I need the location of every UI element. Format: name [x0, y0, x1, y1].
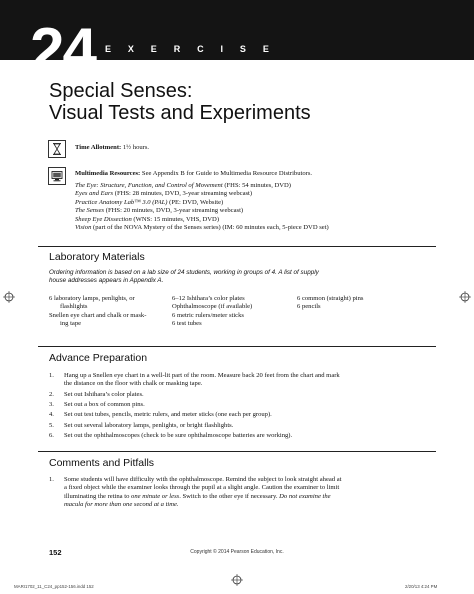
- list-item: 6 common (straight) pins: [297, 295, 364, 302]
- date-slug: 2/20/13 4:24 PM: [405, 584, 438, 589]
- materials-column-3: [297, 295, 363, 312]
- list-item: 4. Set out test tubes, pencils, metric rulers, and meter sticks (one each per group).: [49, 411, 272, 419]
- list-item: 6 pencils: [297, 303, 321, 311]
- copyright-notice: Copyright © 2014 Pearson Education, Inc.: [190, 549, 284, 555]
- list-item: Practice Anatomy Lab™ 3.0 (PAL) (PE: DVD, Website): [75, 198, 224, 206]
- time-value: 1½ hours.: [122, 144, 150, 151]
- list-item: 6–12 Ishihara’s color plates: [172, 295, 245, 302]
- multimedia-label: Multimedia Resources:: [75, 170, 141, 177]
- list-item: Ophthalmoscope (if available): [172, 303, 253, 311]
- list-item: 1. Hang up a Snellen eye chart in a well-lit part of the room. Measure back 20 feet from the chart and mark the distance on the floor with chalk or masking tape.: [49, 372, 340, 388]
- lab-materials-heading: Laboratory Materials: [49, 251, 145, 263]
- hourglass-icon: [48, 140, 66, 158]
- list-item: 6 laboratory lamps, penlights, or: [49, 295, 135, 302]
- page-number: 152: [49, 548, 62, 557]
- time-label: Time Allotment:: [75, 144, 122, 151]
- multimedia-resources: [75, 170, 312, 178]
- registration-mark-icon: [231, 574, 243, 586]
- list-item: Eyes and Ears (FHS: 28 minutes, DVD, 3-year streaming webcast): [75, 190, 253, 198]
- time-allotment: [75, 144, 149, 152]
- materials-column-2: [172, 295, 252, 329]
- computer-monitor-icon: [48, 167, 66, 185]
- list-item: Sheep Eye Dissection (WNS: 15 minutes, VHS, DVD): [75, 215, 220, 223]
- list-item: flashlights: [60, 303, 88, 311]
- materials-column-1: [49, 295, 146, 329]
- title-line-1: Special Senses:: [49, 80, 193, 102]
- comments-list: [49, 476, 342, 512]
- list-item: 6 test tubes: [172, 320, 202, 328]
- exercise-label: E X E R C I S E: [105, 44, 277, 54]
- list-item: The Senses (FHS: 20 minutes, DVD, 3-year streaming webcast): [75, 207, 244, 215]
- list-item: The Eye: Structure, Function, and Control of Movement (FHS: 54 minutes, DVD): [75, 182, 291, 189]
- multimedia-intro: See Appendix B for Guide to Multimedia Resource Distributors.: [141, 170, 313, 177]
- registration-mark-icon: [459, 291, 471, 303]
- comments-heading: Comments and Pitfalls: [49, 457, 155, 469]
- advance-preparation-list: [49, 372, 340, 442]
- list-item: 3. Set out a box of common pins.: [49, 401, 145, 408]
- list-item: 5. Set out several laboratory lamps, penlights, or bright flashlights.: [49, 421, 234, 429]
- registration-mark-icon: [3, 291, 15, 303]
- section-divider: [38, 246, 436, 247]
- list-item: ing tape: [60, 320, 82, 328]
- title-line-2: Visual Tests and Experiments: [49, 102, 311, 124]
- lab-materials-intro: Ordering information is based on a lab size of 24 students, working in groups of 4. A list of supply house addresses appears in Appendix A.: [49, 269, 319, 285]
- section-divider: [38, 346, 436, 347]
- section-divider: [38, 451, 436, 452]
- list-item: 6. Set out the ophthalmoscopes (check to be sure ophthalmoscope batteries are working).: [49, 431, 293, 439]
- list-item: 6 metric rulers/meter sticks: [172, 311, 244, 319]
- page-title: [49, 80, 311, 124]
- list-item: 2. Set out Ishihara’s color plates.: [49, 390, 144, 398]
- multimedia-list: [75, 182, 435, 232]
- list-item: Snellen eye chart and chalk or mask-: [49, 311, 147, 319]
- list-item: 1. Some students will have difficulty with the ophthalmoscope. Remind the subject to look straight ahead at a fixed object while the examiner looks through the pupil at a slight angle. Caution the examiner to limit illuminating the retina to one minute or less. Switch to the other eye if necessary. Do not examine the macula for more than one second at a time.: [49, 476, 342, 509]
- file-slug: MARI1702_11_C24_pp152-156.indd 152: [14, 584, 94, 589]
- list-item: Vision (part of the NOVA Mystery of the Senses series) (IM: 60 minutes each, 5-piece DVD set): [75, 224, 329, 232]
- exercise-number: 24: [30, 16, 95, 85]
- advance-preparation-heading: Advance Preparation: [49, 352, 148, 364]
